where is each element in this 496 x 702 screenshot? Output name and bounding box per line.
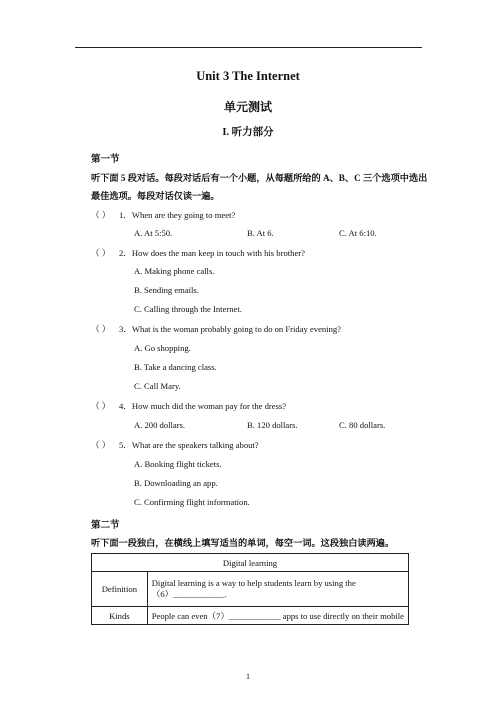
row-label: Kinds: [92, 607, 148, 625]
table-row: [92, 572, 409, 607]
option-a: A. 200 dollars.: [134, 420, 186, 430]
option-c: C. Confirming flight information.: [134, 497, 250, 507]
option-b: B. At 6.: [247, 228, 274, 238]
row-content: [147, 572, 408, 607]
question-text: When are they going to meet?: [131, 210, 236, 220]
question-text: How does the man keep in touch with his brother?: [131, 248, 305, 258]
test-subtitle: 单元测试: [223, 100, 272, 114]
answer-blank-5[interactable]: （ ）: [91, 440, 111, 450]
part-title: I. 听力部分: [222, 127, 274, 138]
digital-learning-table: [91, 553, 409, 625]
option-b: B. 120 dollars.: [247, 420, 298, 430]
option-c: C. Call Mary.: [134, 381, 181, 391]
option-c: C. At 6:10.: [339, 228, 377, 238]
question-number: 4．How much did the woman pay for the dress?: [119, 401, 287, 411]
question-text: What is the woman probably going to do on Friday evening?: [131, 324, 341, 334]
option-b: B. Downloading an app.: [134, 478, 218, 488]
section2-instruction: 听下面一段独白，在横线上填写适当的单词，每空一词。这段独白读两遍。: [91, 538, 395, 548]
option-a: A. At 5:50.: [134, 228, 173, 238]
option-c: C. Calling through the Internet.: [134, 304, 242, 314]
option-a: A. Making phone calls.: [134, 266, 215, 276]
question-number: 5．What are the speakers talking about?: [119, 440, 259, 450]
section1-instruction-line2: 最佳选项。每段对话仅读一遍。: [91, 191, 220, 201]
question-text: What are the speakers talking about?: [131, 440, 259, 450]
fill-blank-7[interactable]: People can even（7）____________ apps to use directly on their mobile: [147, 607, 408, 625]
row-label: Definition: [92, 572, 148, 607]
answer-blank-2[interactable]: （ ）: [91, 248, 111, 258]
option-c: C. 80 dollars.: [339, 420, 386, 430]
option-b: B. Take a dancing class.: [134, 362, 217, 372]
table-title: Digital learning: [92, 554, 409, 572]
question-text: How much did the woman pay for the dress?: [131, 401, 287, 411]
question-number: 1．When are they going to meet?: [119, 210, 236, 220]
option-b: B. Sending emails.: [134, 285, 199, 295]
section1-heading: 第一节: [91, 155, 120, 165]
section1-instruction-line1: 听下面 5 段对话。每段对话后有一个小题，从每题所给的 A、B、C 三个选项中选出: [91, 173, 428, 183]
fill-blank-6[interactable]: （6）____________.: [151, 589, 227, 599]
option-a: A. Go shopping.: [134, 343, 191, 353]
section2-heading: 第二节: [91, 521, 120, 531]
question-number: 3．What is the woman probably going to do on Friday evening?: [119, 324, 341, 334]
table-row: [92, 607, 409, 625]
question-number: 2．How does the man keep in touch with his brother?: [119, 248, 305, 258]
top-rule: [75, 47, 422, 48]
option-a: A. Booking flight tickets.: [134, 459, 222, 469]
answer-blank-3[interactable]: （ ）: [91, 324, 111, 334]
answer-blank-1[interactable]: （ ）: [91, 210, 111, 220]
unit-title: Unit 3 The Internet: [196, 69, 300, 83]
answer-blank-4[interactable]: （ ）: [91, 401, 111, 411]
page-number: 1: [246, 672, 250, 681]
row-content-line: Digital learning is a way to help students learn by using the: [151, 578, 356, 588]
